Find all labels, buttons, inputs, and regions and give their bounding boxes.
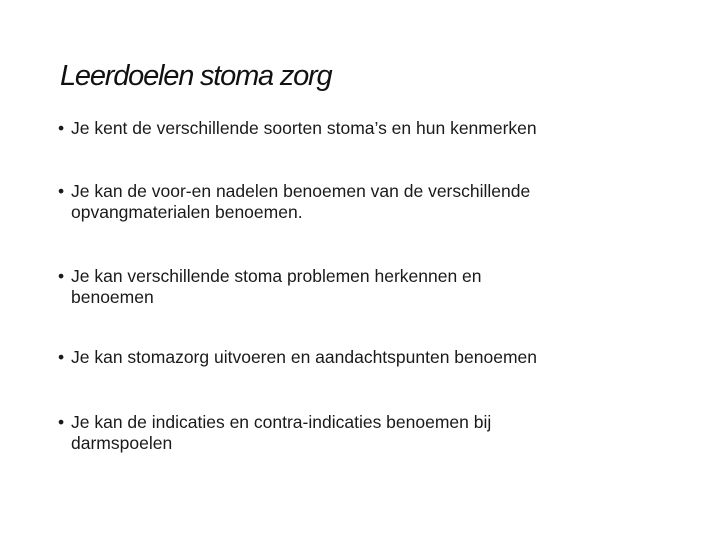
bullet-item (58, 266, 482, 308)
bullet-marker: • (58, 266, 65, 286)
bullet-text: Je kent de verschillende soorten stoma’s en hun kenmerken (71, 118, 537, 138)
bullet-item (58, 181, 530, 223)
bullet-text: Je kan verschillende stoma problemen herkennen en (71, 266, 482, 286)
bullet-text-continued: darmspoelen (71, 433, 173, 453)
bullet-text-continued: benoemen (71, 287, 154, 307)
bullet-marker: • (58, 412, 65, 432)
bullet-item (58, 118, 537, 139)
bullet-text-continued: opvangmaterialen benoemen. (71, 202, 303, 222)
bullet-text: Je kan de voor-en nadelen benoemen van de verschillende (71, 181, 531, 201)
bullet-item (58, 412, 491, 454)
slide-title: Leerdoelen stoma zorg (60, 60, 332, 92)
bullet-text: Je kan de indicaties en contra-indicaties benoemen bij (71, 412, 492, 432)
bullet-marker: • (58, 181, 65, 201)
bullet-marker: • (58, 347, 65, 367)
bullet-marker: • (58, 118, 65, 138)
bullet-text: Je kan stomazorg uitvoeren en aandachtspunten benoemen (71, 347, 538, 367)
bullet-item (58, 347, 537, 368)
